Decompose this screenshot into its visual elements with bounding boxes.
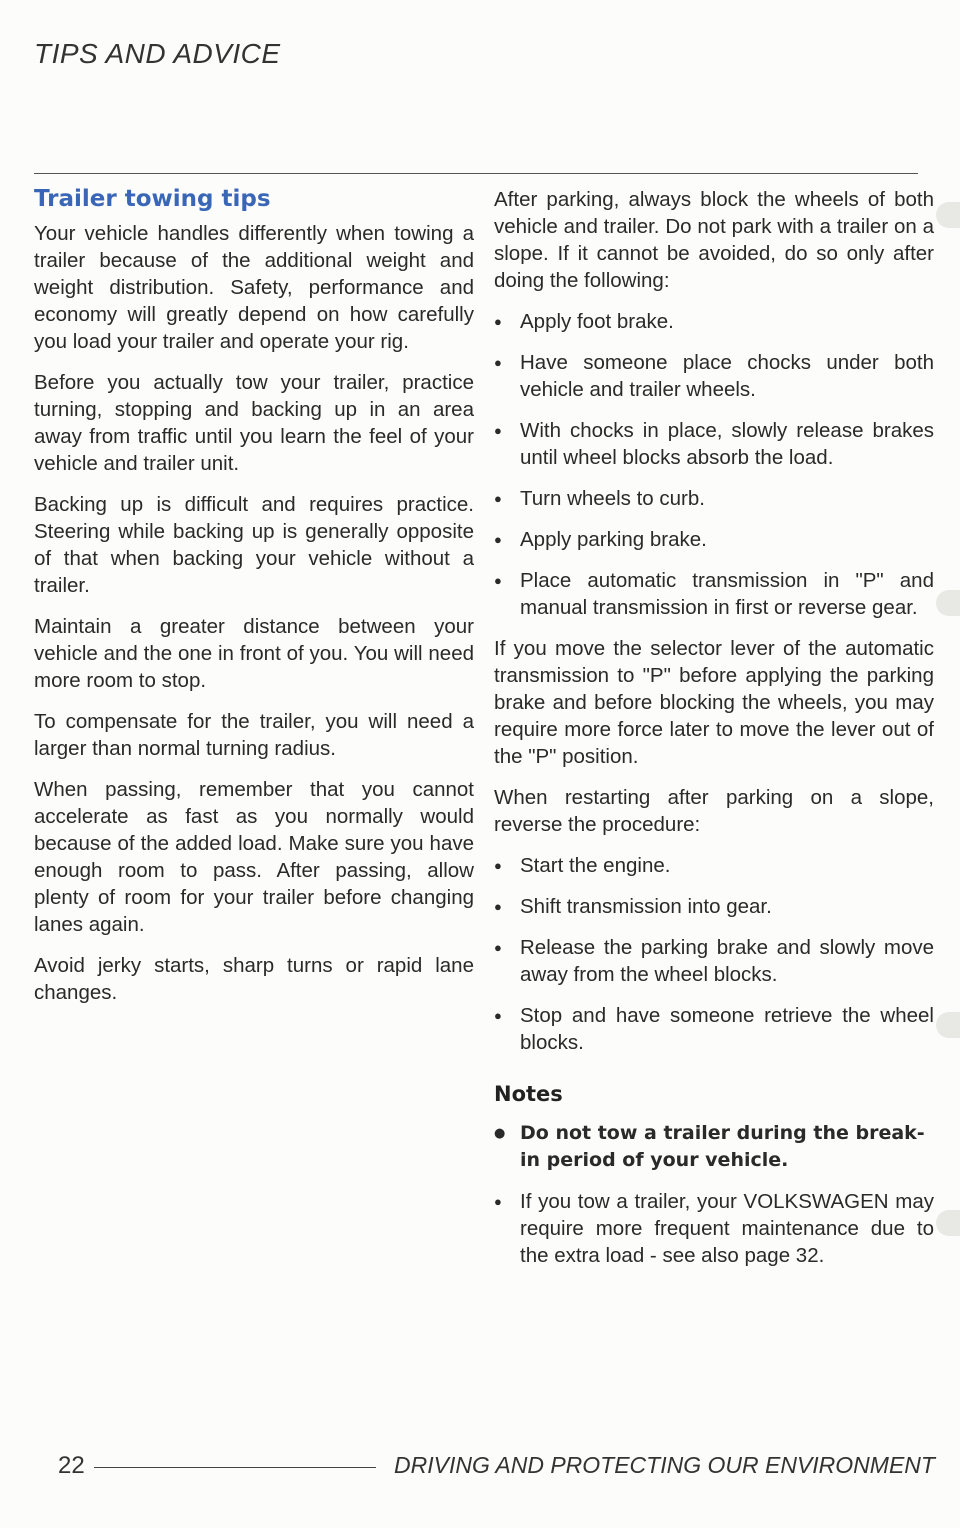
- restart-intro: When restarting after parking on a slope, reverse the procedure:: [494, 786, 934, 836]
- page-edge-tab: [936, 1210, 960, 1236]
- header-divider: [34, 173, 918, 174]
- paragraph: Backing up is difficult and requires practice. Steering while backing up is generally opposite of that when backing your vehicle without a trailer.: [34, 493, 474, 597]
- section-title: Trailer towing tips: [34, 186, 271, 212]
- list-item: ● Release the parking brake and slowly move away from the wheel blocks.: [494, 934, 934, 988]
- list-item: ● Turn wheels to curb.: [494, 485, 934, 512]
- list-item: ● Apply parking brake.: [494, 526, 934, 553]
- list-item: ● Start the engine.: [494, 852, 934, 879]
- page-header: TIPS AND ADVICE: [34, 38, 281, 69]
- selector-note: If you move the selector lever of the automatic transmission to "P" before applying the parking brake and before blocking the wheels, you may require more force later to move the lever out of the "P" position.: [494, 637, 934, 768]
- note-item: ● If you tow a trailer, your VOLKSWAGEN may require more frequent maintenance due to the extra load - see also page 32.: [494, 1188, 934, 1269]
- left-column: [34, 186, 474, 1020]
- parking-intro: After parking, always block the wheels of both vehicle and trailer. Do not park with a trailer on a slope. If it cannot be avoided, do so only after doing the following:: [494, 188, 934, 292]
- page-edge-tab: [936, 202, 960, 228]
- list-item: ● Shift transmission into gear.: [494, 893, 934, 920]
- paragraph: Maintain a greater distance between your vehicle and the one in front of you. You will need more room to stop.: [34, 615, 474, 692]
- notes-heading: Notes: [494, 1082, 563, 1106]
- list-item: ● Stop and have someone retrieve the wheel blocks.: [494, 1002, 934, 1056]
- footer-divider: [94, 1467, 376, 1468]
- list-item: ● Apply foot brake.: [494, 308, 934, 335]
- list-item: ● Place automatic transmission in "P" and manual transmission in first or reverse gear.: [494, 567, 934, 621]
- paragraph: Your vehicle handles differently when towing a trailer because of the additional weight and weight distribution. Safety, performance and economy will greatly depend on how carefully you load your trailer and operate your rig.: [34, 222, 474, 353]
- list-item: ● With chocks in place, slowly release brakes until wheel blocks absorb the load.: [494, 417, 934, 471]
- page-edge-tab: [936, 1012, 960, 1038]
- right-column: [494, 186, 934, 1283]
- page-number: 22: [58, 1452, 85, 1479]
- paragraph: When passing, remember that you cannot accelerate as fast as you normally would because of the added load. Make sure you have enough room to pass. After passing, allow plenty of room for your trailer before changing lanes again.: [34, 778, 474, 936]
- paragraph: Before you actually tow your trailer, practice turning, stopping and backing up in an area away from traffic until you learn the feel of your vehicle and trailer unit.: [34, 371, 474, 475]
- paragraph: Avoid jerky starts, sharp turns or rapid lane changes.: [34, 954, 474, 1004]
- note-item: ● Do not tow a trailer during the break-in period of your vehicle.: [494, 1120, 934, 1174]
- paragraph: To compensate for the trailer, you will need a larger than normal turning radius.: [34, 710, 474, 760]
- page-edge-tab: [936, 590, 960, 616]
- chapter-title: DRIVING AND PROTECTING OUR ENVIRONMENT: [394, 1452, 935, 1478]
- list-item: ● Have someone place chocks under both vehicle and trailer wheels.: [494, 349, 934, 403]
